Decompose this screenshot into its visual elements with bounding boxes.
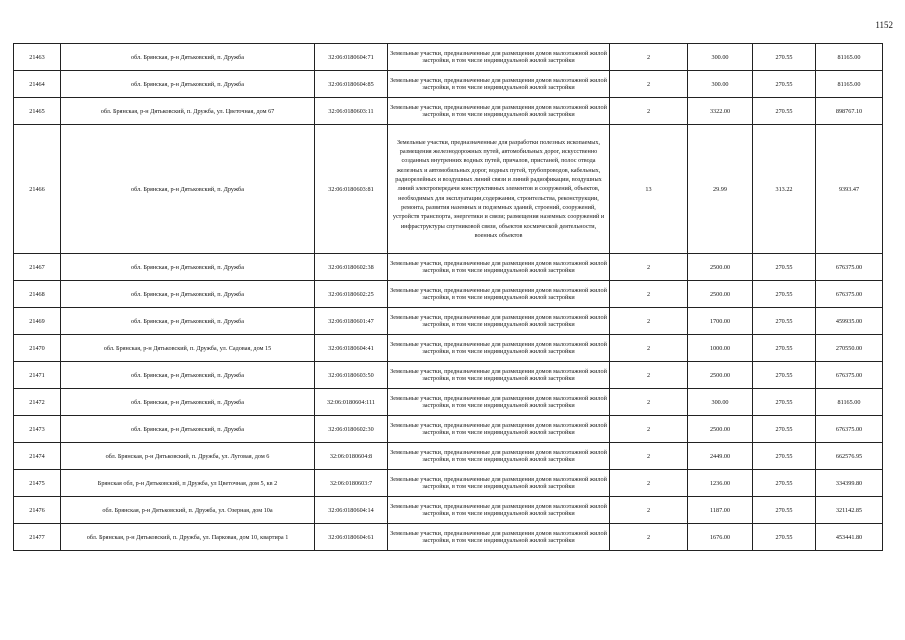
row-id-cell: 21475 <box>14 470 61 497</box>
land-use-cell: Земельные участки, предназначенные для размещения домов малоэтажной жилой застройки, в том числе индивидуальной жилой застройки <box>388 44 610 71</box>
cadastral-value-cell: 81165.00 <box>816 71 883 98</box>
land-use-cell: Земельные участки, предназначенные для размещения домов малоэтажной жилой застройки, в том числе индивидуальной жилой застройки <box>388 416 610 443</box>
rate-cell: 270.55 <box>753 443 816 470</box>
row-id-cell: 21466 <box>14 125 61 254</box>
land-use-cell: Земельные участки, предназначенные для размещения домов малоэтажной жилой застройки, в том числе индивидуальной жилой застройки <box>388 335 610 362</box>
cadastral-number-cell: 32:06:0180604:8 <box>315 443 388 470</box>
table-row <box>14 470 883 497</box>
row-id-cell: 21470 <box>14 335 61 362</box>
rate-cell: 270.55 <box>753 470 816 497</box>
area-cell: 2500.00 <box>688 281 753 308</box>
area-cell: 3322.00 <box>688 98 753 125</box>
rate-cell: 270.55 <box>753 71 816 98</box>
cadastral-value-cell: 676375.00 <box>816 362 883 389</box>
address-cell: обл. Брянская, р-н Дятьковский, п. Дружба, ул. Озерная, дом 10а <box>61 497 315 524</box>
table-row <box>14 71 883 98</box>
rate-cell: 270.55 <box>753 44 816 71</box>
category-code-cell: 2 <box>610 362 688 389</box>
page-number: 1152 <box>875 20 893 30</box>
row-id-cell: 21473 <box>14 416 61 443</box>
category-code-cell: 2 <box>610 71 688 98</box>
land-use-cell: Земельные участки, предназначенные для размещения домов малоэтажной жилой застройки, в том числе индивидуальной жилой застройки <box>388 308 610 335</box>
cadastral-number-cell: 32:06:0180604:71 <box>315 44 388 71</box>
land-use-cell: Земельные участки, предназначенные для размещения домов малоэтажной жилой застройки, в том числе индивидуальной жилой застройки <box>388 98 610 125</box>
cadastral-value-cell: 81165.00 <box>816 389 883 416</box>
land-use-cell: Земельные участки, предназначенные для размещения домов малоэтажной жилой застройки, в том числе индивидуальной жилой застройки <box>388 254 610 281</box>
area-cell: 2500.00 <box>688 254 753 281</box>
cadastral-value-cell: 321142.85 <box>816 497 883 524</box>
cadastral-value-cell: 662576.95 <box>816 443 883 470</box>
cadastral-value-cell: 676375.00 <box>816 281 883 308</box>
category-code-cell: 2 <box>610 443 688 470</box>
cadastral-value-cell: 270550.00 <box>816 335 883 362</box>
address-cell: обл. Брянская, р-н Дятьковский, п. Дружба <box>61 416 315 443</box>
category-code-cell: 2 <box>610 524 688 551</box>
row-id-cell: 21477 <box>14 524 61 551</box>
area-cell: 2500.00 <box>688 416 753 443</box>
rate-cell: 270.55 <box>753 335 816 362</box>
land-registry-table <box>13 43 883 551</box>
row-id-cell: 21474 <box>14 443 61 470</box>
category-code-cell: 2 <box>610 308 688 335</box>
address-cell: обл. Брянская, р-н Дятьковский, п. Дружба <box>61 71 315 98</box>
cadastral-number-cell: 32:06:0180602:38 <box>315 254 388 281</box>
land-use-cell: Земельные участки, предназначенные для размещения домов малоэтажной жилой застройки, в том числе индивидуальной жилой застройки <box>388 389 610 416</box>
category-code-cell: 2 <box>610 254 688 281</box>
land-use-cell: Земельные участки, предназначенные для размещения домов малоэтажной жилой застройки, в том числе индивидуальной жилой застройки <box>388 524 610 551</box>
cadastral-number-cell: 32:06:0180604:111 <box>315 389 388 416</box>
cadastral-value-cell: 676375.00 <box>816 416 883 443</box>
row-id-cell: 21465 <box>14 98 61 125</box>
land-use-cell: Земельные участки, предназначенные для размещения домов малоэтажной жилой застройки, в том числе индивидуальной жилой застройки <box>388 497 610 524</box>
cadastral-number-cell: 32:06:0180601:47 <box>315 308 388 335</box>
category-code-cell: 2 <box>610 470 688 497</box>
table-row <box>14 98 883 125</box>
table-row <box>14 362 883 389</box>
cadastral-number-cell: 32:06:0180603:7 <box>315 470 388 497</box>
cadastral-value-cell: 459935.00 <box>816 308 883 335</box>
table-row <box>14 281 883 308</box>
cadastral-number-cell: 32:06:0180603:50 <box>315 362 388 389</box>
cadastral-number-cell: 32:06:0180603:81 <box>315 125 388 254</box>
land-use-cell: Земельные участки, предназначенные для размещения домов малоэтажной жилой застройки, в том числе индивидуальной жилой застройки <box>388 281 610 308</box>
area-cell: 2449.00 <box>688 443 753 470</box>
land-use-cell: Земельные участки, предназначенные для размещения домов малоэтажной жилой застройки, в том числе индивидуальной жилой застройки <box>388 362 610 389</box>
area-cell: 1000.00 <box>688 335 753 362</box>
address-cell: обл. Брянская, р-н Дятьковский, п. Дружба, ул. Садовая, дом 15 <box>61 335 315 362</box>
rate-cell: 270.55 <box>753 389 816 416</box>
cadastral-number-cell: 32:06:0180604:61 <box>315 524 388 551</box>
row-id-cell: 21471 <box>14 362 61 389</box>
area-cell: 300.00 <box>688 389 753 416</box>
cadastral-number-cell: 32:06:0180604:14 <box>315 497 388 524</box>
area-cell: 300.00 <box>688 44 753 71</box>
rate-cell: 270.55 <box>753 281 816 308</box>
cadastral-value-cell: 676375.00 <box>816 254 883 281</box>
table-row <box>14 125 883 254</box>
rate-cell: 270.55 <box>753 497 816 524</box>
row-id-cell: 21467 <box>14 254 61 281</box>
land-use-cell: Земельные участки, предназначенные для размещения домов малоэтажной жилой застройки, в том числе индивидуальной жилой застройки <box>388 443 610 470</box>
address-cell: Брянская обл, р-н Дятьковский, п Дружба, ул Цветочная, дом 5, кв 2 <box>61 470 315 497</box>
table-row <box>14 524 883 551</box>
area-cell: 2500.00 <box>688 362 753 389</box>
address-cell: обл. Брянская, р-н Дятьковский, п. Дружба <box>61 362 315 389</box>
table-row <box>14 443 883 470</box>
table-row <box>14 389 883 416</box>
rate-cell: 270.55 <box>753 98 816 125</box>
address-cell: обл. Брянская, р-н Дятьковский, п. Дружба <box>61 125 315 254</box>
table-row <box>14 44 883 71</box>
cadastral-value-cell: 81165.00 <box>816 44 883 71</box>
address-cell: обл. Брянская, р-н Дятьковский, п. Дружба, ул. Цветочная, дом 67 <box>61 98 315 125</box>
area-cell: 1676.00 <box>688 524 753 551</box>
category-code-cell: 2 <box>610 44 688 71</box>
address-cell: обл. Брянская, р-н Дятьковский, п. Дружба, ул. Луговая, дом 6 <box>61 443 315 470</box>
table-row <box>14 335 883 362</box>
address-cell: обл. Брянская, р-н Дятьковский, п. Дружба <box>61 308 315 335</box>
rate-cell: 270.55 <box>753 362 816 389</box>
cadastral-number-cell: 32:06:0180604:85 <box>315 71 388 98</box>
cadastral-value-cell: 334399.80 <box>816 470 883 497</box>
rate-cell: 313.22 <box>753 125 816 254</box>
area-cell: 1236.00 <box>688 470 753 497</box>
row-id-cell: 21468 <box>14 281 61 308</box>
rate-cell: 270.55 <box>753 308 816 335</box>
address-cell: обл. Брянская, р-н Дятьковский, п. Дружба, ул. Парковая, дом 10, квартира 1 <box>61 524 315 551</box>
cadastral-number-cell: 32:06:0180602:25 <box>315 281 388 308</box>
rate-cell: 270.55 <box>753 254 816 281</box>
land-use-cell: Земельные участки, предназначенные для разработки полезных ископаемых, размещения железнодорожных путей, автомобильных дорог, искусственно созданных внутренних водных путей, причалов, пристаней, полос отвода железных и автомобильных дорог, водных путей, трубопроводов, кабельных, радиорелейных и воздушных линий связи и линий радиофикации, воздушных линий электропередачи конструктивных элементов и сооружений, объектов, необходимых для эксплуатации,содержания, строительства, реконструкции, ремонта, развития наземных и подземных зданий, строений, сооружений, устройств транспорта, энергетики и связи; размещения наземных сооружений и инфраструктуры спутниковой связи, объектов космической деятельности, военных объектов <box>388 125 610 254</box>
rate-cell: 270.55 <box>753 416 816 443</box>
cadastral-number-cell: 32:06:0180603:11 <box>315 98 388 125</box>
rate-cell: 270.55 <box>753 524 816 551</box>
address-cell: обл. Брянская, р-н Дятьковский, п. Дружба <box>61 254 315 281</box>
table-row <box>14 497 883 524</box>
area-cell: 300.00 <box>688 71 753 98</box>
category-code-cell: 2 <box>610 281 688 308</box>
category-code-cell: 2 <box>610 98 688 125</box>
cadastral-value-cell: 9393.47 <box>816 125 883 254</box>
address-cell: обл. Брянская, р-н Дятьковский, п. Дружба <box>61 281 315 308</box>
cadastral-number-cell: 32:06:0180602:30 <box>315 416 388 443</box>
land-use-cell: Земельные участки, предназначенные для размещения домов малоэтажной жилой застройки, в том числе индивидуальной жилой застройки <box>388 470 610 497</box>
row-id-cell: 21464 <box>14 71 61 98</box>
area-cell: 1700.00 <box>688 308 753 335</box>
category-code-cell: 13 <box>610 125 688 254</box>
address-cell: обл. Брянская, р-н Дятьковский, п. Дружба <box>61 44 315 71</box>
area-cell: 29.99 <box>688 125 753 254</box>
row-id-cell: 21463 <box>14 44 61 71</box>
table-row <box>14 254 883 281</box>
category-code-cell: 2 <box>610 389 688 416</box>
table-row <box>14 416 883 443</box>
land-use-cell: Земельные участки, предназначенные для размещения домов малоэтажной жилой застройки, в том числе индивидуальной жилой застройки <box>388 71 610 98</box>
area-cell: 1187.00 <box>688 497 753 524</box>
category-code-cell: 2 <box>610 335 688 362</box>
row-id-cell: 21476 <box>14 497 61 524</box>
row-id-cell: 21469 <box>14 308 61 335</box>
cadastral-value-cell: 453441.80 <box>816 524 883 551</box>
category-code-cell: 2 <box>610 416 688 443</box>
table-row <box>14 308 883 335</box>
address-cell: обл. Брянская, р-н Дятьковский, п. Дружба <box>61 389 315 416</box>
cadastral-number-cell: 32:06:0180604:41 <box>315 335 388 362</box>
cadastral-value-cell: 898767.10 <box>816 98 883 125</box>
category-code-cell: 2 <box>610 497 688 524</box>
row-id-cell: 21472 <box>14 389 61 416</box>
